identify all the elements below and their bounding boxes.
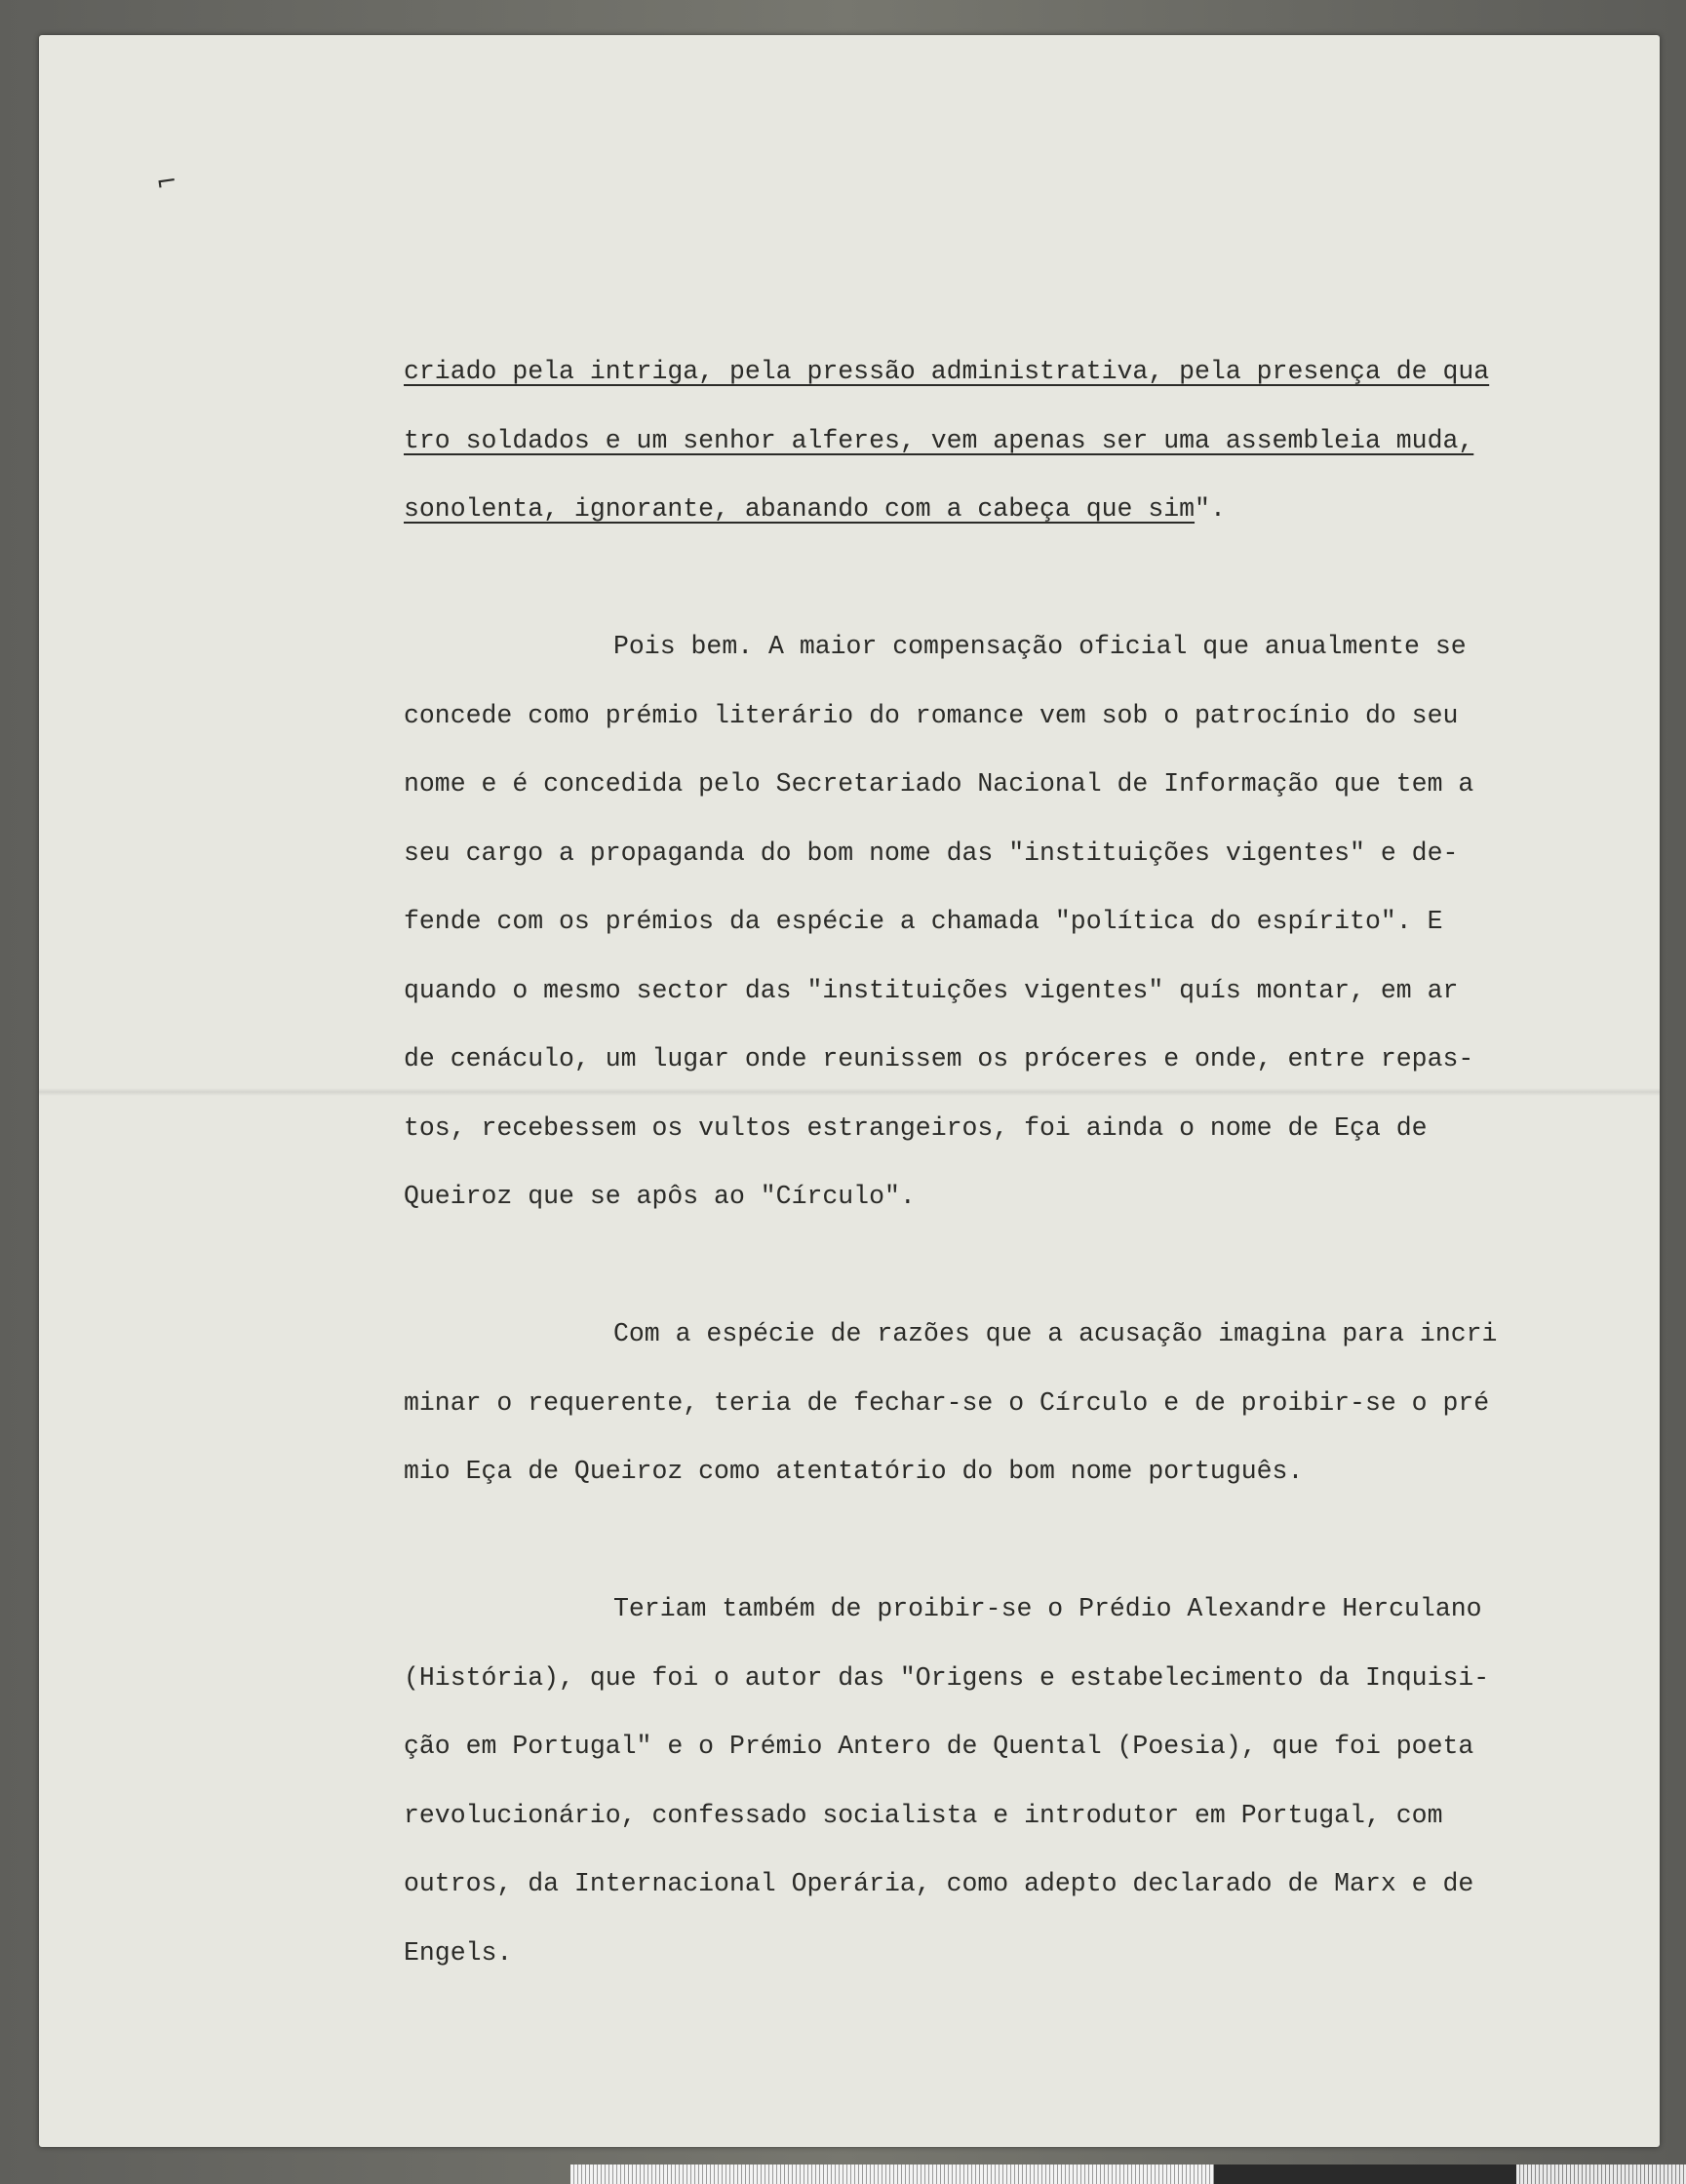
scan-scale-bar-dark-segment [1214,2164,1516,2184]
text-line: nome e é concedida pelo Secretariado Nacional de Informação que tem a [404,769,1474,799]
text-line: minar o requerente, teria de fechar-se o Círculo e de proibir-se o pré [404,1387,1490,1418]
text-line: Queiroz que se apôs ao "Círculo". [404,1182,916,1211]
text-line: revolucionário, confessado socialista e introdutor em Portugal, com [404,1800,1443,1830]
text-line: fende com os prémios da espécie a chamada "política do espírito". E [404,907,1443,936]
text-line: seu cargo a propaganda do bom nome das "instituições vigentes" e de- [404,838,1459,868]
text-line: Engels. [404,1937,513,1968]
text-line: concede como prémio literário do romance vem sob o patrocínio do seu [404,700,1459,730]
text-line: mio Eça de Queiroz como atentatório do bom nome português. [404,1457,1304,1486]
paragraph-gap [404,544,1525,613]
paragraph-gap [404,1231,1525,1301]
text-line: Pois bem. A maior compensação oficial que anualmente se [613,632,1467,661]
text-line: de cenáculo, um lugar onde reunissem os próceres e onde, entre repas- [404,1044,1474,1073]
scan-scale-bar-end-segment [1516,2164,1686,2184]
text-line: tro soldados e um senhor alferes, vem apenas ser uma assembleia muda, [404,425,1474,455]
text-line: Teriam também de proibir-se o Prédio Alexandre Herculano [613,1594,1482,1623]
text-line: sonolenta, ignorante, abanando com a cabeça que sim ". [404,494,1226,524]
text-line: outros, da Internacional Operária, como adepto declarado de Marx e de [404,1869,1474,1898]
text-line: (História), que foi o autor das "Origens e estabelecimento da Inquisi- [404,1662,1490,1693]
handwritten-tick-mark: ⌐ [154,166,179,199]
text-line: ção em Portugal" e o Prémio Antero de Quental (Poesia), que foi poeta [404,1732,1474,1761]
text-line: tos, recebessem os vultos estrangeiros, foi ainda o nome de Eça de [404,1112,1428,1143]
text-line: criado pela intriga, pela pressão administrativa, pela presença de qua [404,357,1490,386]
paragraph-gap [404,1506,1525,1576]
text-line: Com a espécie de razões que a acusação imagina para incri [613,1319,1498,1348]
text-line: quando o mesmo sector das "instituições vigentes" quís montar, em ar [404,975,1459,1005]
document-body [404,337,1525,1987]
